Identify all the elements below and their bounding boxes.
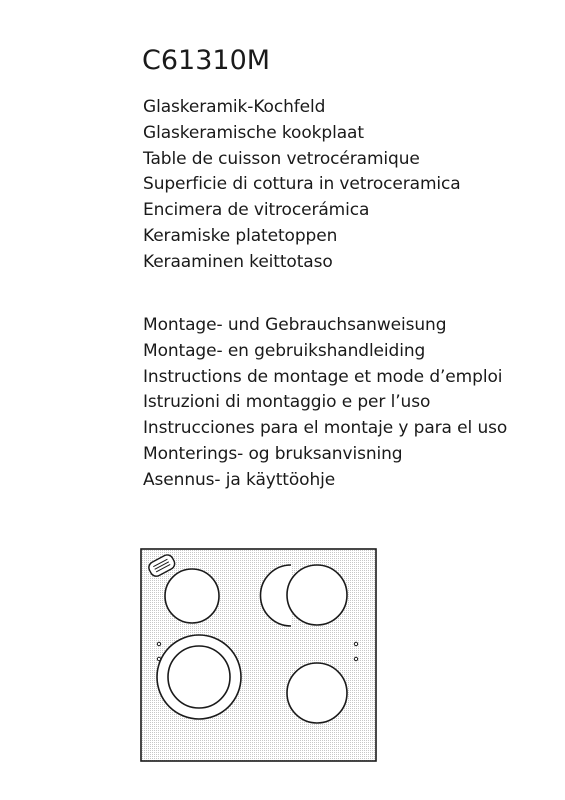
product-title-no: Keramiske platetoppen xyxy=(143,225,338,246)
product-title-es: Encimera de vitrocerámica xyxy=(143,200,370,221)
hob-illustration xyxy=(140,548,378,763)
manual-title-de: Montage- und Gebrauchsanweisung xyxy=(143,315,447,335)
manual-title-it: Istruzioni di montaggio e per l’uso xyxy=(143,392,431,413)
product-title-nl: Glaskeramische kookplaat xyxy=(143,122,364,143)
manual-title-nl: Montage- en gebruikshandleiding xyxy=(143,340,426,361)
product-title-it: Superficie di cottura in vetroceramica xyxy=(143,174,461,195)
cooking-zone-front-left xyxy=(165,569,219,623)
product-title-de: Glaskeramik-Kochfeld xyxy=(143,97,326,117)
cooking-zone-dual-ring xyxy=(157,635,241,719)
product-title-fr: Table de cuisson vetrocéramique xyxy=(143,148,420,169)
model-number: C61310M xyxy=(142,45,271,76)
product-title-fi: Keraaminen keittotaso xyxy=(143,251,333,272)
product-title-list xyxy=(143,95,461,276)
manual-title-es: Instrucciones para el montaje y para el uso xyxy=(143,418,508,439)
manual-title-fi: Asennus- ja käyttöohje xyxy=(143,469,336,490)
cooking-zone-rear-right xyxy=(287,663,347,723)
manual-title-list xyxy=(143,313,507,494)
manual-title-fr: Instructions de montage et mode d’emploi xyxy=(143,366,503,387)
cooking-zone-oval-dual xyxy=(260,565,347,626)
manual-title-no: Monterings- og bruksanvisning xyxy=(143,443,403,464)
